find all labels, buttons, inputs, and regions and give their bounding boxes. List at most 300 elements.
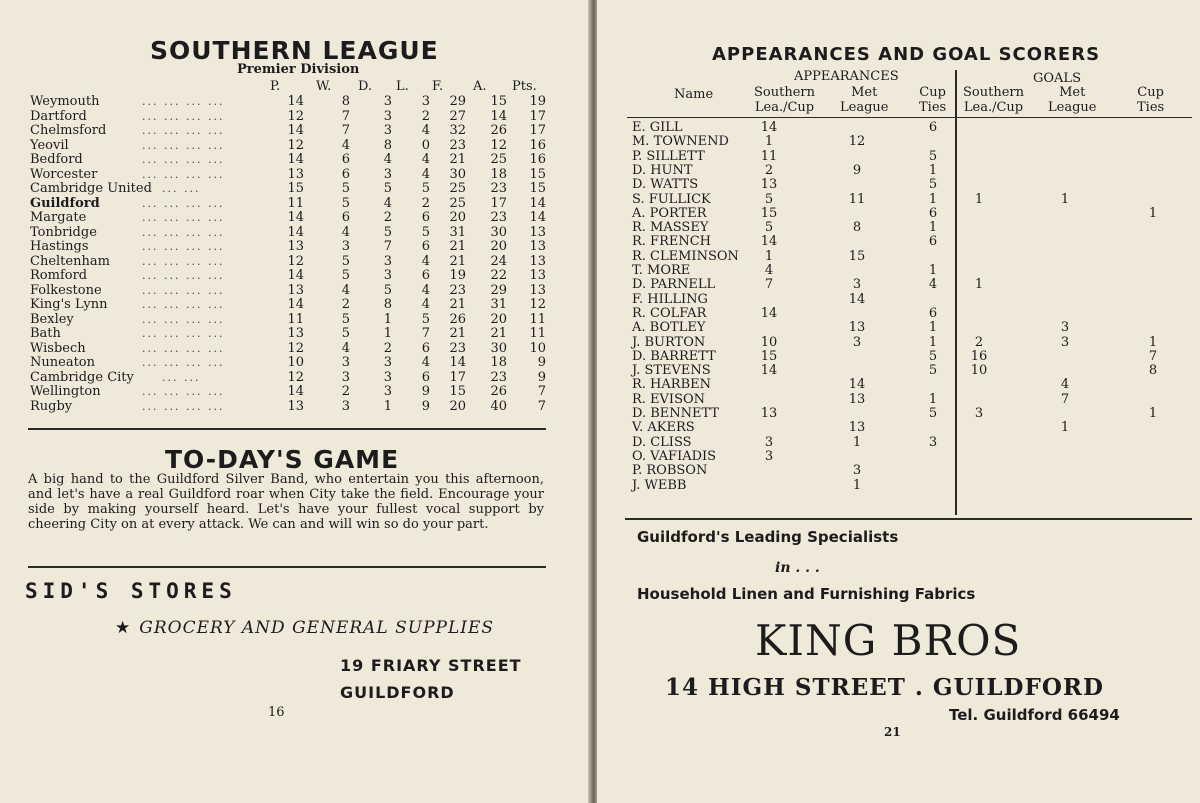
stat-cell: 26: [490, 384, 507, 399]
appearance-cell: 13: [760, 406, 778, 421]
league-title: SOUTHERN LEAGUE: [150, 36, 439, 65]
team-name: Bath: [30, 326, 61, 341]
table-row: [30, 254, 550, 269]
stat-cell: 4: [421, 355, 430, 370]
goals-group-heading: GOALS: [1033, 71, 1081, 86]
king-bros-tel: Tel. Guildford 66494: [949, 706, 1120, 724]
stat-cell: 31: [490, 297, 507, 312]
leader-dots: ... ... ... ...: [142, 399, 225, 413]
goal-cell: 1: [1060, 420, 1070, 436]
stat-cell: 6: [341, 210, 350, 225]
stat-cell: 3: [341, 239, 350, 254]
player-name: M. TOWNEND: [632, 134, 729, 150]
stat-cell: 23: [449, 340, 466, 356]
table-row: [632, 250, 1192, 264]
appearance-cell: 14: [760, 363, 778, 379]
table-row: [30, 210, 550, 225]
leader-dots: ... ... ... ...: [142, 196, 225, 210]
player-name: A. BOTLEY: [632, 320, 706, 336]
table-row: [632, 121, 1192, 135]
stat-cell: 6: [421, 340, 430, 356]
appearance-cell: 9: [852, 162, 862, 178]
divider: [28, 566, 546, 568]
table-row: [30, 268, 550, 283]
right-page: [597, 0, 1200, 803]
appearance-cell: 5: [928, 348, 938, 364]
stat-cell: 15: [287, 181, 304, 196]
stat-cell: 3: [341, 398, 350, 414]
table-row: [632, 207, 1192, 221]
appearance-cell: 10: [760, 334, 778, 350]
stat-cell: 13: [529, 224, 546, 240]
table-row: [632, 464, 1192, 478]
stat-cell: 19: [529, 94, 546, 109]
stat-cell: 3: [383, 355, 392, 370]
leader-dots: ... ... ... ...: [142, 138, 225, 152]
stat-cell: 10: [287, 355, 304, 370]
stat-cell: 7: [537, 398, 546, 414]
table-row: [632, 150, 1192, 164]
appearance-cell: 3: [852, 277, 862, 293]
table-row: [632, 393, 1192, 407]
sids-address-town: GUILDFORD: [340, 683, 455, 702]
stat-cell: 12: [287, 369, 304, 385]
table-row: [632, 178, 1192, 192]
stat-cell: 4: [421, 166, 430, 182]
league-subtitle: Premier Division: [237, 62, 360, 77]
player-name: R. COLFAR: [632, 305, 707, 321]
leader-dots: ... ... ... ...: [142, 211, 225, 224]
col-app-southern: Southern Lea./Cup: [754, 85, 815, 115]
col-goals-cup: Cup Ties: [1137, 85, 1165, 115]
stat-cell: 16: [529, 152, 546, 167]
stat-cell: 11: [287, 311, 304, 327]
stat-cell: 6: [341, 152, 350, 167]
appearance-cell: 7: [764, 277, 774, 293]
team-name: Rugby: [30, 398, 73, 414]
stat-cell: 3: [383, 268, 392, 283]
stat-cell: 11: [529, 326, 546, 341]
stat-cell: 3: [341, 369, 350, 385]
stat-cell: 21: [449, 253, 466, 269]
appearance-cell: 12: [848, 134, 866, 150]
stat-cell: 18: [490, 166, 507, 182]
player-name: P. SILLETT: [632, 148, 705, 164]
player-name: D. BENNETT: [632, 406, 720, 421]
stat-cell: 17: [529, 123, 546, 138]
appearance-cell: 1: [764, 134, 774, 150]
sids-stores-title: SID'S STORES: [25, 579, 237, 603]
goal-cell: 1: [1148, 406, 1158, 421]
appearance-cell: 5: [928, 148, 938, 164]
appearance-cell: 14: [760, 234, 778, 250]
goal-cell: 1: [1060, 191, 1070, 207]
appearance-cell: 3: [928, 434, 938, 450]
appearance-cell: 5: [928, 406, 938, 421]
table-row: [30, 225, 550, 240]
appearances-title: APPEARANCES AND GOAL SCORERS: [712, 44, 1101, 65]
team-name: Folkestone: [30, 282, 102, 298]
goal-cell: 1: [1148, 334, 1158, 350]
table-row: [30, 239, 550, 254]
stat-cell: 2: [341, 384, 350, 399]
stat-cell: 20: [490, 239, 507, 254]
stat-cell: 3: [383, 253, 392, 269]
team-name: Cambridge City: [30, 369, 134, 385]
stat-cell: 7: [421, 326, 430, 341]
stat-cell: 4: [421, 123, 430, 138]
stat-cell: 27: [449, 108, 466, 124]
team-name: Guildford: [30, 195, 100, 211]
player-name: P. ROBSON: [632, 463, 708, 479]
appearance-cell: 3: [852, 463, 862, 479]
stat-cell: 14: [287, 297, 304, 312]
stat-cell: 23: [490, 210, 507, 225]
stat-cell: 5: [421, 224, 430, 240]
league-col-header: W.: [316, 79, 332, 94]
stat-cell: 4: [341, 282, 350, 298]
stat-cell: 14: [287, 210, 304, 225]
goal-cell: 10: [970, 363, 988, 379]
stat-cell: 2: [341, 297, 350, 312]
leader-dots: ... ... ... ...: [142, 298, 225, 311]
table-row: [632, 193, 1192, 207]
stat-cell: 14: [287, 123, 304, 138]
appearance-cell: 1: [928, 263, 938, 278]
stat-cell: 12: [529, 297, 546, 312]
stat-cell: 8: [383, 137, 392, 153]
stat-cell: 13: [287, 282, 304, 298]
col-goals-southern: Southern Lea./Cup: [963, 85, 1024, 115]
table-row: [632, 135, 1192, 149]
stat-cell: 3: [383, 384, 392, 399]
table-row: [632, 321, 1192, 335]
stat-cell: 4: [421, 152, 430, 167]
stat-cell: 2: [383, 210, 392, 225]
appearance-cell: 5: [764, 220, 774, 236]
appearance-cell: 1: [764, 248, 774, 264]
stat-cell: 3: [383, 123, 392, 138]
player-name: D. WATTS: [632, 177, 699, 193]
appearance-cell: 1: [928, 320, 938, 336]
stat-cell: 3: [383, 94, 392, 109]
stat-cell: 23: [490, 181, 507, 196]
team-name: Worcester: [30, 166, 98, 182]
player-name: D. BARRETT: [632, 348, 716, 364]
table-row: [30, 181, 550, 196]
goal-cell: 2: [974, 334, 984, 350]
leader-dots: ... ... ... ...: [142, 95, 225, 108]
col-app-met: Met League: [840, 85, 889, 115]
player-name: J. STEVENS: [632, 363, 711, 379]
stat-cell: 3: [383, 108, 392, 124]
stat-cell: 4: [383, 152, 392, 167]
king-bros-name: KING BROS: [755, 616, 1022, 665]
stat-cell: 6: [421, 239, 430, 254]
stat-cell: 22: [490, 268, 507, 283]
stat-cell: 32: [449, 123, 466, 138]
leader-dots: ... ... ... ...: [142, 254, 225, 268]
appearance-cell: 1: [852, 477, 862, 493]
table-row: [30, 123, 550, 138]
table-row: [30, 196, 550, 211]
stat-cell: 25: [490, 152, 507, 167]
team-name: Wisbech: [30, 340, 86, 356]
player-name: F. HILLING: [632, 291, 708, 307]
goal-cell: 3: [1060, 334, 1070, 350]
team-name: Cambridge United: [30, 181, 152, 196]
stat-cell: 13: [287, 166, 304, 182]
appearance-cell: 13: [848, 320, 866, 336]
king-bros-address: 14 HIGH STREET . GUILDFORD: [665, 674, 1104, 701]
team-name: Hastings: [30, 239, 89, 254]
table-row: [30, 312, 550, 327]
stat-cell: 12: [287, 137, 304, 153]
team-name: King's Lynn: [30, 297, 108, 312]
stat-cell: 13: [529, 239, 546, 254]
appearance-cell: 11: [760, 148, 778, 164]
stat-cell: 12: [490, 137, 507, 153]
stat-cell: 15: [529, 181, 546, 196]
stat-cell: 7: [341, 108, 350, 124]
table-row: [30, 341, 550, 356]
sids-address-street: 19 FRIARY STREET: [340, 656, 522, 675]
table-row: [30, 370, 550, 385]
stat-cell: 6: [421, 268, 430, 283]
stat-cell: 30: [490, 224, 507, 240]
stat-cell: 13: [529, 268, 546, 283]
stat-cell: 3: [383, 369, 392, 385]
stat-cell: 21: [449, 239, 466, 254]
stat-cell: 13: [287, 398, 304, 414]
table-row: [30, 283, 550, 298]
stat-cell: 14: [287, 94, 304, 109]
stat-cell: 31: [449, 224, 466, 240]
table-row: [30, 399, 550, 414]
appearance-cell: 14: [760, 305, 778, 321]
table-row: [632, 364, 1192, 378]
table-row: [632, 235, 1192, 249]
appearance-cell: 1: [928, 220, 938, 236]
stat-cell: 0: [421, 137, 430, 153]
table-row: [30, 109, 550, 124]
appearance-cell: 6: [928, 205, 938, 221]
team-name: Wellington: [30, 384, 101, 399]
stat-cell: 21: [449, 297, 466, 312]
appearance-cell: 15: [760, 205, 778, 221]
player-name: R. EVISON: [632, 391, 706, 407]
stat-cell: 9: [421, 398, 430, 414]
team-name: Nuneaton: [30, 355, 95, 370]
stat-cell: 16: [529, 137, 546, 153]
stat-cell: 21: [449, 152, 466, 167]
stat-cell: 25: [449, 181, 466, 196]
stat-cell: 4: [341, 224, 350, 240]
stat-cell: 30: [449, 166, 466, 182]
stat-cell: 17: [529, 108, 546, 124]
stat-cell: 23: [490, 369, 507, 385]
league-col-header: P.: [270, 79, 281, 94]
team-name: Tonbridge: [30, 224, 97, 240]
stat-cell: 7: [341, 123, 350, 138]
stat-cell: 12: [287, 340, 304, 356]
stat-cell: 2: [383, 340, 392, 356]
player-name: T. MORE: [632, 263, 691, 278]
stat-cell: 11: [529, 311, 546, 327]
table-row: [30, 138, 550, 153]
stat-cell: 14: [287, 152, 304, 167]
leader-dots: ... ... ... ...: [142, 225, 225, 239]
goal-cell: 3: [1060, 320, 1070, 336]
player-name: J. WEBB: [632, 477, 687, 493]
goal-cell: 7: [1148, 348, 1158, 364]
stat-cell: 3: [341, 355, 350, 370]
goal-cell: 7: [1060, 391, 1070, 407]
king-bros-line1: Guildford's Leading Specialists: [637, 528, 899, 546]
player-name: R. MASSEY: [632, 220, 709, 236]
header-rule: [627, 117, 1192, 118]
league-col-header: A.: [473, 79, 487, 94]
leader-dots: ... ... ... ...: [142, 240, 225, 253]
stat-cell: 2: [421, 195, 430, 211]
league-col-header: L.: [396, 79, 409, 94]
team-name: Bedford: [30, 152, 83, 167]
appearance-cell: 1: [928, 162, 938, 178]
leader-dots: ... ... ... ...: [142, 385, 225, 398]
appearance-cell: 13: [848, 391, 866, 407]
stat-cell: 13: [287, 326, 304, 341]
stat-cell: 24: [490, 253, 507, 269]
leader-dots: ... ... ... ...: [142, 356, 225, 369]
table-row: [632, 350, 1192, 364]
player-name: D. PARNELL: [632, 277, 716, 293]
player-name: R. CLEMINSON: [632, 248, 739, 264]
stat-cell: 4: [341, 340, 350, 356]
appearance-cell: 3: [852, 334, 862, 350]
stat-cell: 26: [490, 123, 507, 138]
stat-cell: 21: [490, 326, 507, 341]
appearance-cell: 13: [760, 177, 778, 193]
table-row: [632, 421, 1192, 435]
stat-cell: 18: [490, 355, 507, 370]
table-row: [30, 152, 550, 167]
stat-cell: 5: [341, 311, 350, 327]
appearance-cell: 2: [764, 162, 774, 178]
stat-cell: 6: [421, 210, 430, 225]
appearance-cell: 5: [764, 191, 774, 207]
left-page: [0, 0, 591, 803]
table-row: [632, 164, 1192, 178]
player-name: J. BURTON: [632, 334, 706, 350]
stat-cell: 30: [490, 340, 507, 356]
sids-tagline: [115, 618, 494, 638]
page-number-left: 16: [268, 705, 285, 720]
stat-cell: 9: [421, 384, 430, 399]
goal-cell: 8: [1148, 363, 1158, 379]
player-name: R. FRENCH: [632, 234, 712, 250]
stat-cell: 12: [287, 108, 304, 124]
stat-cell: 14: [529, 210, 546, 225]
stat-cell: 15: [529, 166, 546, 182]
table-row: [30, 297, 550, 312]
stat-cell: 5: [421, 181, 430, 196]
king-bros-line3: Household Linen and Furnishing Fabrics: [637, 585, 976, 603]
sids-tagline-text: GROCERY AND GENERAL SUPPLIES: [139, 618, 495, 638]
king-bros-line2: in . . .: [775, 560, 820, 576]
team-name: Margate: [30, 210, 87, 225]
stat-cell: 12: [287, 253, 304, 269]
table-row: [30, 167, 550, 182]
stat-cell: 15: [490, 94, 507, 109]
stat-cell: 14: [287, 268, 304, 283]
player-name: D. CLISS: [632, 434, 692, 450]
appearance-cell: 4: [764, 263, 774, 278]
appearances-group-heading: APPEARANCES: [794, 69, 899, 84]
leader-dots: ... ...: [162, 182, 201, 195]
league-col-header: D.: [358, 79, 373, 94]
goal-cell: 16: [970, 348, 988, 364]
league-col-header: Pts.: [512, 79, 537, 94]
goal-cell: 1: [974, 277, 984, 293]
stat-cell: 9: [537, 355, 546, 370]
appearance-cell: 6: [928, 120, 938, 135]
stat-cell: 3: [383, 166, 392, 182]
appearance-cell: 14: [760, 120, 778, 135]
appearance-cell: 4: [928, 277, 938, 293]
appearance-cell: 1: [928, 391, 938, 407]
leader-dots: ... ... ... ...: [142, 153, 225, 166]
league-col-header: F.: [432, 79, 444, 94]
stat-cell: 5: [421, 311, 430, 327]
stat-cell: 13: [529, 282, 546, 298]
stat-cell: 14: [529, 195, 546, 211]
col-goals-met: Met League: [1048, 85, 1097, 115]
stat-cell: 13: [529, 253, 546, 269]
appearance-cell: 11: [848, 191, 866, 207]
appearance-cell: 14: [848, 291, 866, 307]
table-row: [30, 355, 550, 370]
leader-dots: ... ... ... ...: [142, 269, 225, 282]
col-app-cup: Cup Ties: [919, 85, 947, 115]
stat-cell: 3: [421, 94, 430, 109]
stat-cell: 4: [421, 282, 430, 298]
stat-cell: 17: [449, 369, 466, 385]
appearance-cell: 3: [764, 448, 774, 464]
stat-cell: 40: [490, 398, 507, 414]
stat-cell: 4: [341, 137, 350, 153]
player-name: D. HUNT: [632, 162, 693, 178]
stat-cell: 21: [449, 326, 466, 341]
stat-cell: 14: [449, 355, 466, 370]
leader-dots: ... ... ... ...: [142, 124, 225, 137]
table-row: [632, 436, 1192, 450]
stat-cell: 5: [341, 195, 350, 211]
divider: [625, 518, 1192, 520]
team-name: Bexley: [30, 311, 74, 327]
stat-cell: 25: [449, 195, 466, 211]
table-row: [632, 407, 1192, 421]
leader-dots: ... ...: [162, 370, 201, 384]
stat-cell: 19: [449, 268, 466, 283]
stat-cell: 2: [421, 108, 430, 124]
appearance-cell: 13: [848, 420, 866, 436]
appearance-cell: 3: [764, 434, 774, 450]
stat-cell: 10: [529, 340, 546, 356]
stat-cell: 4: [383, 195, 392, 211]
goal-cell: 1: [974, 191, 984, 207]
goal-cell: 1: [1148, 205, 1158, 221]
table-row: [632, 293, 1192, 307]
